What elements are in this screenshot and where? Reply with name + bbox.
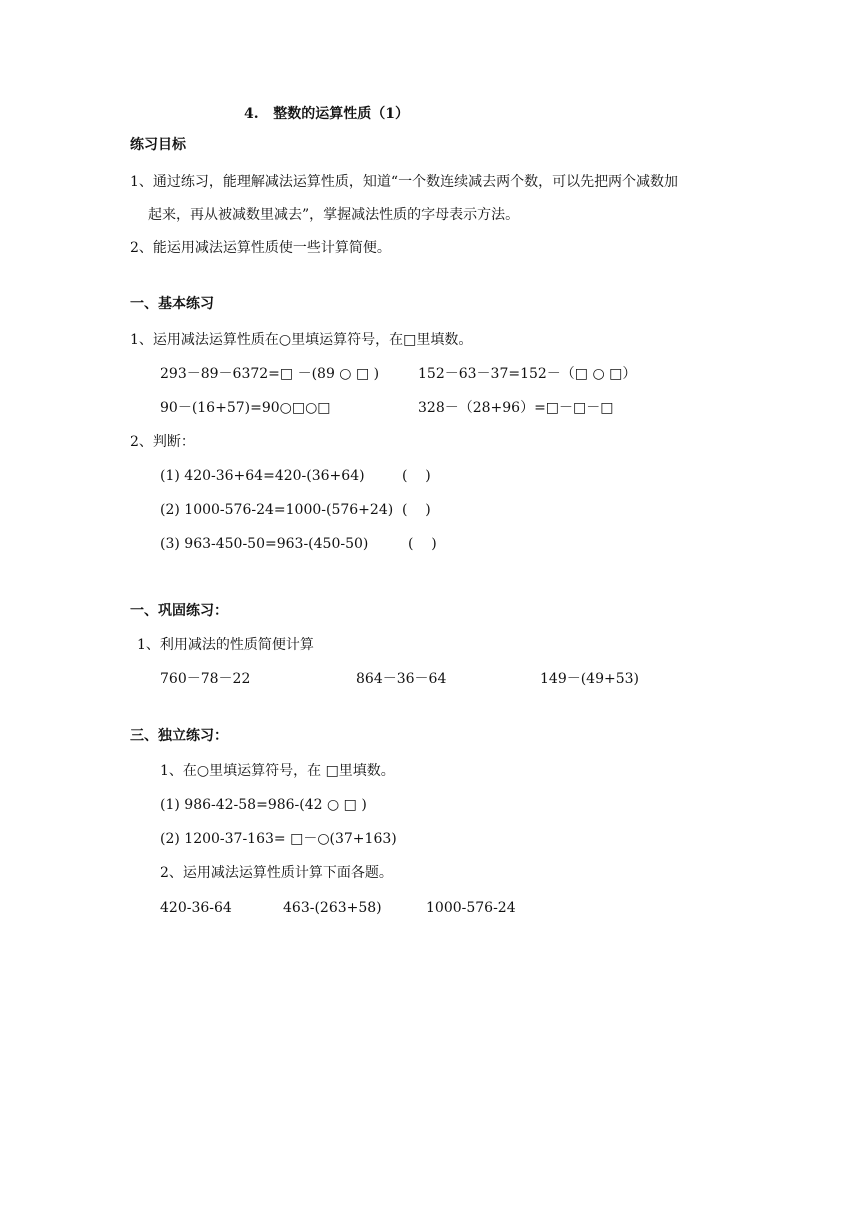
page-title: 4. 整数的运算性质（1） [244, 106, 409, 122]
calc-expression-3: 1000-576-24 [426, 900, 516, 916]
calc-expression-1: 420-36-64 [160, 900, 232, 916]
equation-b: 152－63－37=152－（□ ○ □） [418, 366, 637, 382]
consolidate-heading: 一、巩固练习： [130, 603, 228, 619]
independent-question-1: 1、在○里填运算符号，在 □里填数。 [160, 763, 395, 779]
judge-item-3: (3) 963-450-50=963-(450-50) [160, 536, 369, 552]
fill-item-1: (1) 986-42-58=986-(42 ○ □ ) [160, 797, 367, 813]
judge-answer-2: ( ) [402, 502, 431, 518]
basic-question-2: 2、判断： [130, 434, 195, 450]
basic-question-1: 1、运用减法运算性质在○里填运算符号，在□里填数。 [130, 332, 473, 348]
consolidate-expression-1: 760－78－22 [160, 671, 251, 687]
calc-expression-2: 463-(263+58) [283, 900, 382, 916]
equation-c: 90－(16+57)=90○□○□ [160, 400, 331, 416]
equation-a: 293－89－6372=□ －(89 ○ □ ) [160, 366, 380, 382]
judge-answer-1: ( ) [402, 468, 431, 484]
consolidate-expression-2: 864－36－64 [356, 671, 447, 687]
objective-1-line-2: 起来，再从被减数里减去”，掌握减法性质的字母表示方法。 [148, 207, 520, 223]
objective-1-line-1: 1、通过练习，能理解减法运算性质，知道“一个数连续减去两个数，可以先把两个减数加 [130, 174, 679, 190]
basic-heading: 一、基本练习 [130, 296, 214, 312]
judge-item-1: (1) 420-36+64=420-(36+64) [160, 468, 365, 484]
judge-answer-3: ( ) [408, 536, 437, 552]
consolidate-expression-3: 149－(49+53) [540, 671, 640, 687]
objective-2: 2、能运用减法运算性质使一些计算简便。 [130, 240, 391, 256]
independent-heading: 三、独立练习： [130, 728, 228, 744]
consolidate-question-1: 1、利用减法的性质简便计算 [137, 637, 314, 653]
independent-question-2: 2、运用减法运算性质计算下面各题。 [160, 865, 393, 881]
fill-item-2: (2) 1200-37-163= □－○(37+163) [160, 831, 397, 847]
judge-item-2: (2) 1000-576-24=1000-(576+24) [160, 502, 394, 518]
objectives-heading: 练习目标 [130, 137, 186, 153]
equation-d: 328－（28+96）=□－□－□ [418, 400, 614, 416]
